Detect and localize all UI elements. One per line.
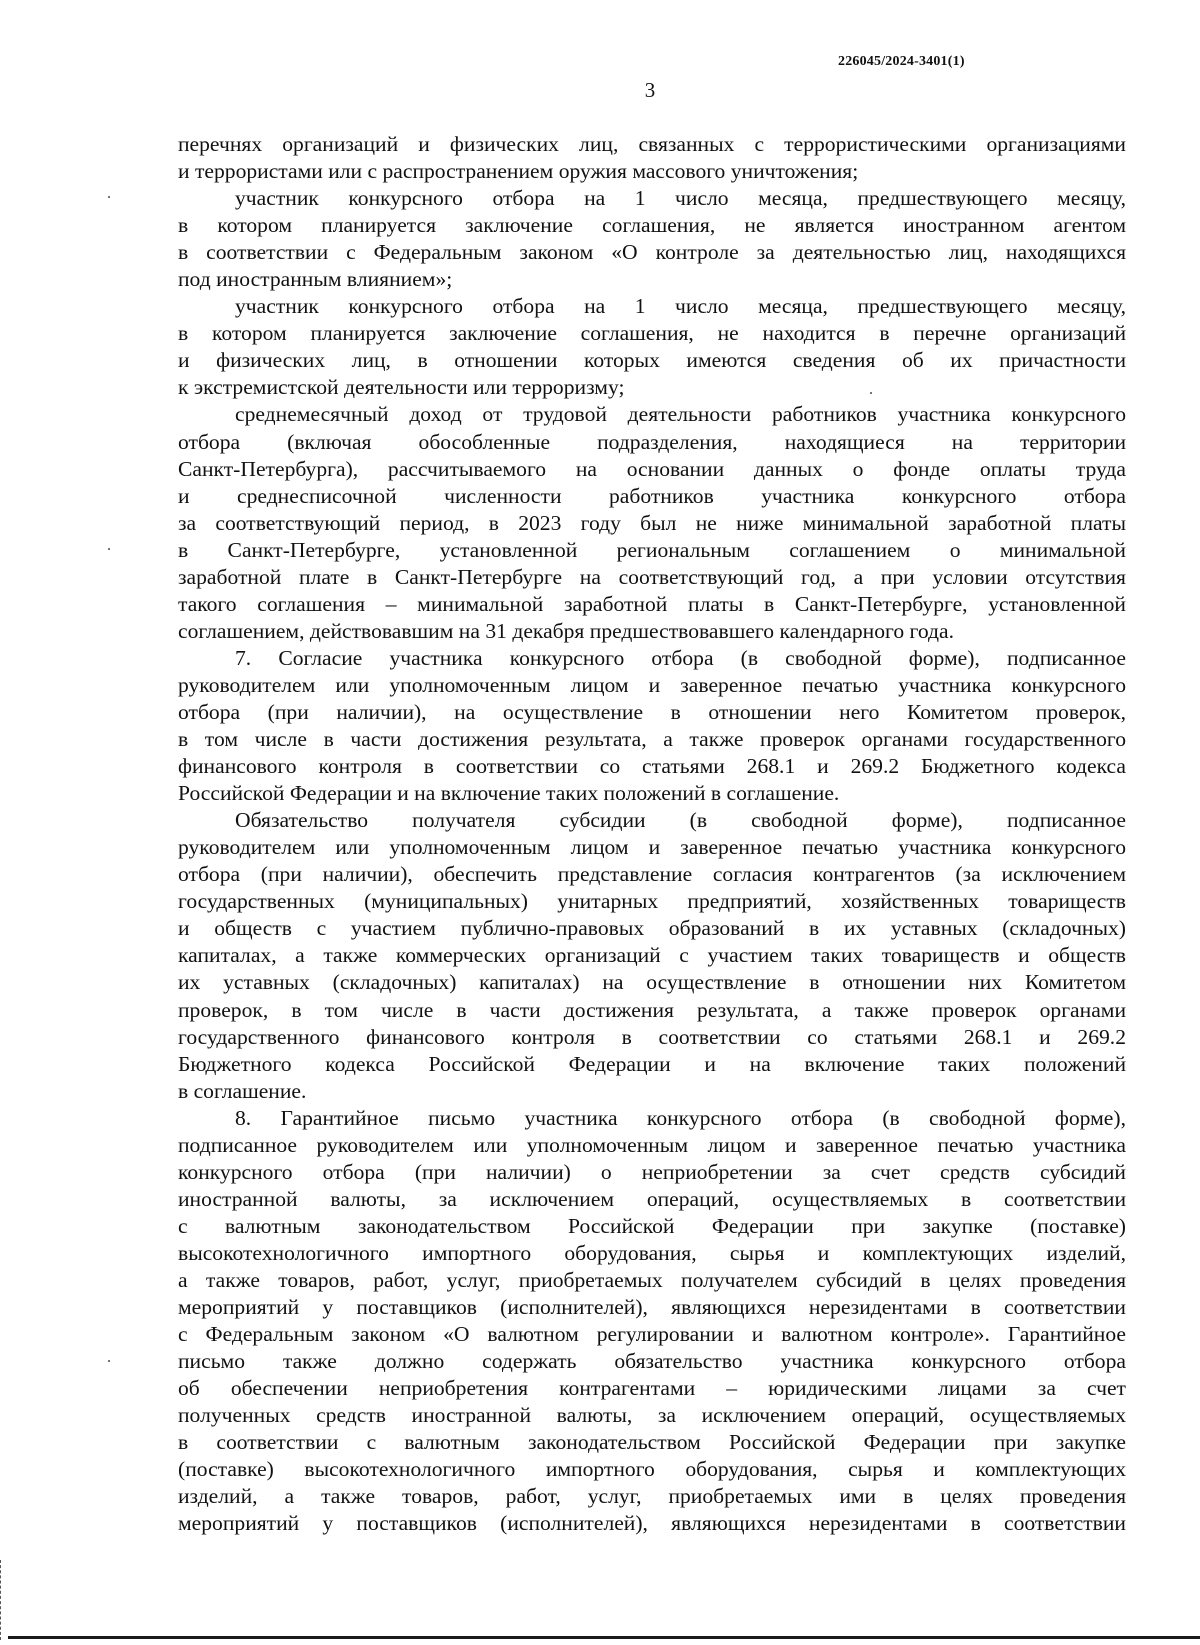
text-line: в котором планируется заключение соглашения, не находится в перечне организаций [178,321,1126,346]
text-line: в Санкт-Петербурге, установленной региональным соглашением о минимальной [178,537,1126,562]
document-body [178,131,1126,1537]
text-line: об обеспечении неприобретения контрагентами – юридическими лицами за счет [178,1376,1126,1401]
text-line: государственного финансового контроля в соответствии со статьями 268.1 и 269.2 [178,1024,1126,1049]
text-line: в соответствии с валютным законодательством Российской Федерации при закупке [178,1430,1126,1455]
text-line: в соглашение. [178,1078,307,1103]
text-line: полученных средств иностранной валюты, за исключением операций, осуществляемых [178,1403,1126,1428]
text-line: мероприятий у поставщиков (исполнителей), являющихся нерезидентами в соответствии [178,1511,1126,1536]
text-line: Санкт-Петербурга), рассчитываемого на основании данных о фонде оплаты труда [178,456,1126,481]
text-line: а также товаров, работ, услуг, приобретаемых получателем субсидий в целях проведения [178,1267,1126,1292]
text-line: участник конкурсного отбора на 1 число месяца, предшествующего месяцу, [235,186,1126,211]
text-line: их уставных (складочных) капиталах) на осуществление в отношении них Комитетом [178,970,1126,995]
text-line: руководителем или уполномоченным лицом и заверенное печатью участника конкурсного [178,672,1126,697]
page-number: 3 [644,78,656,102]
text-line: за соответствующий период, в 2023 году был не ниже минимальной заработной платы [178,510,1126,535]
text-line: 7. Согласие участника конкурсного отбора (в свободной форме), подписанное [235,645,1126,670]
text-line: государственных (муниципальных) унитарных предприятий, хозяйственных товариществ [178,889,1126,914]
text-line: 8. Гарантийное письмо участника конкурсного отбора (в свободной форме), [235,1105,1126,1130]
text-line: мероприятий у поставщиков (исполнителей), являющихся нерезидентами в соответствии [178,1295,1126,1320]
text-line: подписанное руководителем или уполномоченным лицом и заверенное печатью участника [178,1132,1126,1157]
text-line: перечнях организаций и физических лиц, связанных с террористическими организациями [178,132,1126,156]
text-line: к экстремистской деятельности или терроризму; [178,375,625,400]
document-registration-number: 226045/2024-3401(1) [838,54,965,69]
text-line: конкурсного отбора (при наличии) о неприобретении за счет средств субсидий [178,1159,1126,1184]
text-line: в том числе в части достижения результата, а также проверок органами государственного [178,727,1126,752]
text-line: и террористами или с распространением оружия массового уничтожения; [178,159,859,184]
text-line: высокотехнологичного импортного оборудования, сырья и комплектующих изделий, [178,1240,1126,1265]
text-line: и физических лиц, в отношении которых имеются сведения об их причастности [178,348,1126,373]
text-line: Бюджетного кодекса Российской Федерации и на включение таких положений [178,1051,1126,1076]
scan-dot [870,392,872,394]
scan-bottom-edge [8,1636,1200,1639]
scan-dot [108,196,110,198]
text-line: под иностранным влиянием»; [178,267,453,292]
text-line: (поставке) высокотехнологичного импортного оборудования, сырья и комплектующих [178,1457,1126,1482]
text-line: капиталах, а также коммерческих организаций с участием таких товариществ и обществ [178,943,1126,968]
text-line: и обществ с участием публично-правовых образований в их уставных (складочных) [178,916,1126,941]
text-line: руководителем или уполномоченным лицом и заверенное печатью участника конкурсного [178,835,1126,860]
text-line: Российской Федерации и на включение таких положений в соглашение. [178,781,840,806]
text-line: участник конкурсного отбора на 1 число месяца, предшествующего месяцу, [235,294,1126,319]
text-line: заработной плате в Санкт-Петербурге на соответствующий год, а при условии отсутствия [178,564,1126,589]
text-line: с Федеральным законом «О валютном регулировании и валютном контроле». Гарантийное [178,1322,1126,1347]
text-line: такого соглашения – минимальной заработной платы в Санкт-Петербурге, установленной [178,591,1126,616]
text-line: с валютным законодательством Российской Федерации при закупке (поставке) [178,1213,1126,1238]
text-line: Обязательство получателя субсидии (в свободной форме), подписанное [235,808,1126,833]
text-line: отбора (включая обособленные подразделения, находящиеся на территории [178,429,1126,454]
text-line: письмо также должно содержать обязательство участника конкурсного отбора [178,1349,1126,1374]
text-line: среднемесячный доход от трудовой деятельности работников участника конкурсного [235,402,1126,427]
scan-dot [108,548,110,550]
text-line: в соответствии с Федеральным законом «О контроле за деятельностью лиц, находящихся [178,240,1126,265]
text-line: отбора (при наличии), на осуществление в отношении него Комитетом проверок, [178,699,1126,724]
text-line: в котором планируется заключение соглашения, не является иностранном агентом [178,213,1126,238]
text-line: и среднесписочной численности работников участника конкурсного отбора [178,483,1126,508]
text-line: соглашением, действовавшим на 31 декабря предшествовавшего календарного года. [178,618,954,643]
text-line: финансового контроля в соответствии со статьями 268.1 и 269.2 Бюджетного кодекса [178,754,1126,779]
scan-edge-artifact [0,1560,3,1640]
text-line: иностранной валюты, за исключением операций, осуществляемых в соответствии [178,1186,1126,1211]
text-line: проверок, в том числе в части достижения результата, а также проверок органами [178,997,1126,1022]
scan-dot [108,1360,110,1362]
text-line: отбора (при наличии), обеспечить представление согласия контрагентов (за исключением [178,862,1126,887]
text-line: изделий, а также товаров, работ, услуг, приобретаемых ими в целях проведения [178,1484,1126,1509]
